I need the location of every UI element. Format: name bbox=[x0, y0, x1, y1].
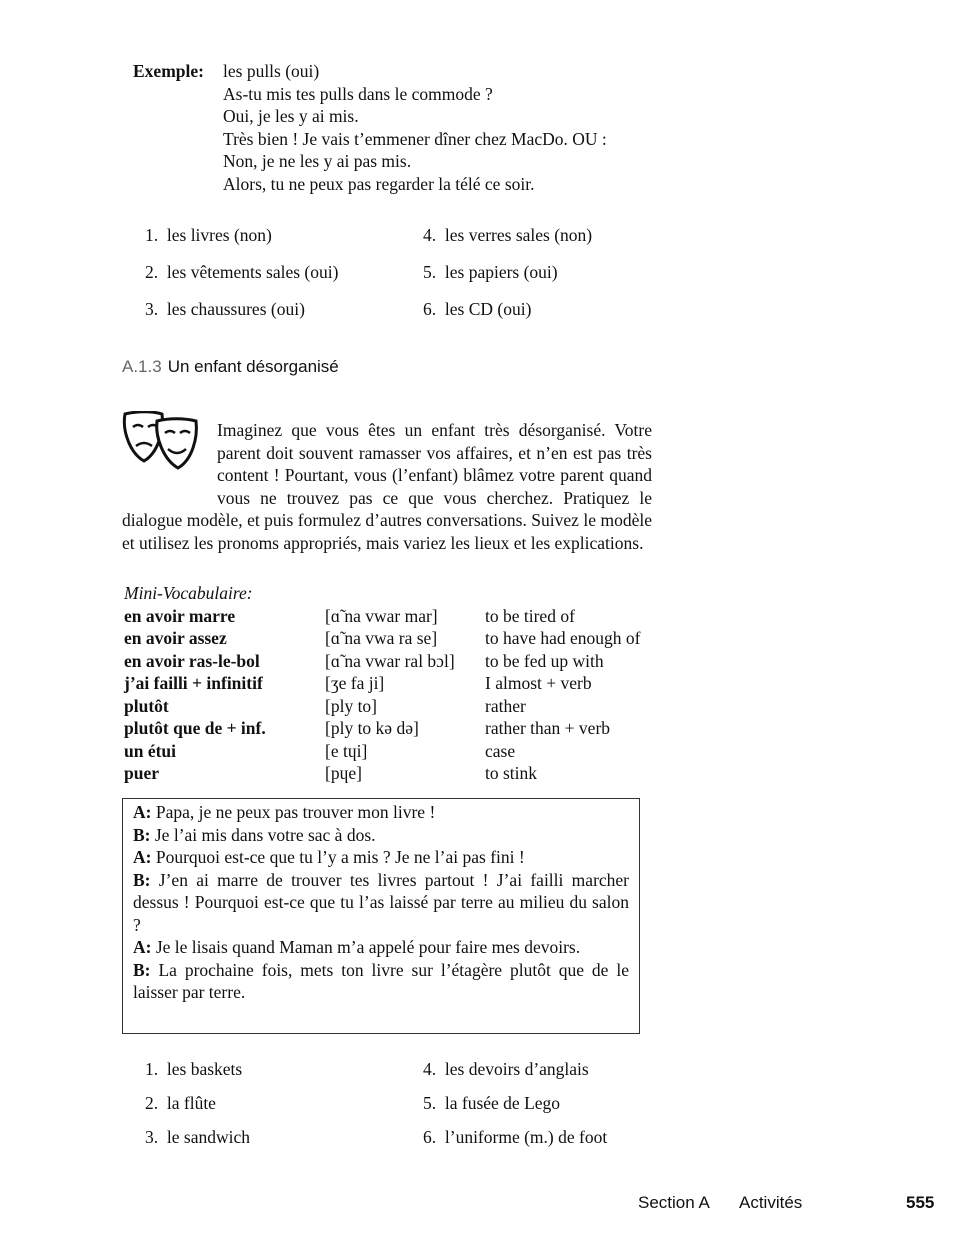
example-line: les pulls (oui) bbox=[223, 61, 320, 81]
dialog-line: B: J’en ai marre de trouver tes livres partout ! J’ai failli marcher dessus ! Pourquoi est-ce que tu l’as laissé par terre au milieu du salon ? bbox=[133, 869, 630, 935]
example-line: As-tu mis tes pulls dans le commode ? bbox=[223, 84, 493, 104]
list-item: 6. l’uniforme (m.) de foot bbox=[423, 1127, 608, 1147]
section-title: Un enfant désorganisé bbox=[167, 357, 339, 376]
dialog-line: B: La prochaine fois, mets ton livre sur l’étagère plutôt que de le laisser par terre. bbox=[133, 959, 630, 1002]
list-item: 3. les chaussures (oui) bbox=[145, 299, 305, 319]
list-item: 3. le sandwich bbox=[145, 1127, 250, 1147]
list-item: 4. les verres sales (non) bbox=[423, 225, 593, 245]
dialog-line: A: Pourquoi est-ce que tu l’y a mis ? Je ne l’ai pas fini ! bbox=[133, 847, 525, 867]
dialog-line: A: Papa, je ne peux pas trouver mon livre ! bbox=[133, 802, 436, 822]
section-number: A.1.3 bbox=[122, 357, 162, 376]
instructions-paragraph: Imaginez que vous êtes un enfant très désorganisé. Votre parent doit souvent ramasser vos affaires, et n’en est pas très content ! Pourtant, vous (l’enfant) blâmez votre parent quand vous ne trouvez pas ce que vous cherchez. Pratiquez le dialogue modèle, et puis formulez d’autres conversations. Suivez le modèle et utilisez les pronoms appropriés, mais variez les lieux et les explications. bbox=[122, 419, 652, 554]
dialog-line: B: Je l’ai mis dans votre sac à dos. bbox=[133, 824, 376, 845]
dialog-line: A: Je le lisais quand Maman m’a appelé pour faire mes devoirs. bbox=[133, 937, 581, 957]
list-item: 2. la flûte bbox=[145, 1093, 216, 1113]
example-line: Oui, je les y ai mis. bbox=[223, 106, 359, 126]
dialog-box bbox=[122, 798, 640, 1034]
list-item: 2. les vêtements sales (oui) bbox=[145, 262, 339, 282]
list-item: 4. les devoirs d’anglais bbox=[423, 1059, 589, 1079]
example-label: Exemple: bbox=[133, 61, 204, 81]
list-item: 5. les papiers (oui) bbox=[423, 262, 558, 282]
list-item: 1. les livres (non) bbox=[145, 225, 272, 245]
list-item: 5. la fusée de Lego bbox=[423, 1093, 561, 1113]
section-heading bbox=[122, 357, 339, 377]
example-line: Très bien ! Je vais t’emmener dîner chez MacDo. OU : bbox=[223, 129, 607, 149]
footer-section: Section A bbox=[638, 1193, 710, 1212]
example-line: Non, je ne les y ai pas mis. bbox=[223, 151, 412, 171]
theatre-masks-icon bbox=[122, 419, 217, 509]
list-item: 1. les baskets bbox=[145, 1059, 243, 1079]
example-line: Alors, tu ne peux pas regarder la télé ce soir. bbox=[223, 174, 535, 194]
vocab-title: Mini-Vocabulaire: bbox=[124, 583, 253, 603]
footer-chapter: Activités bbox=[739, 1193, 803, 1212]
page-number: 555 bbox=[906, 1193, 935, 1212]
list-item: 6. les CD (oui) bbox=[423, 299, 532, 319]
